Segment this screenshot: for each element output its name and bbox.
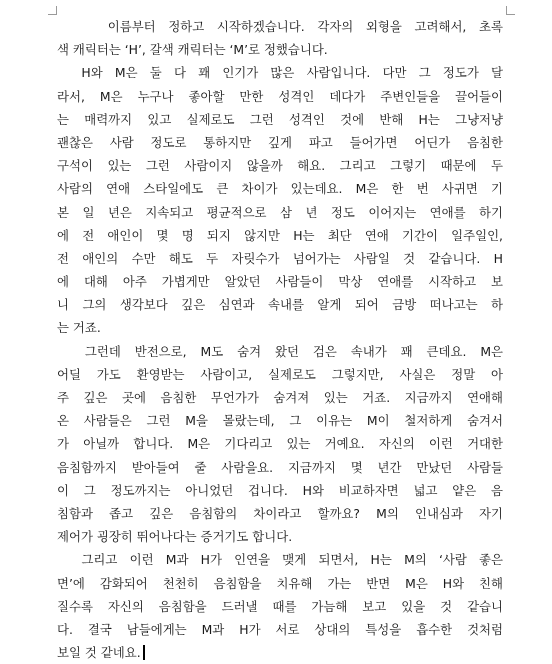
text-line: 전 애인의 수만 해도 두 자릿수가 넘어가는 사람일 것 같습니다. H [57,250,503,266]
text-line: 는 매력까지 있고 실제로도 그런 성격인 것에 반해 H는 그냥저냥 [57,111,503,127]
text-line: 그런데 반전으로, M도 숨겨 왔던 검은 속내가 꽤 큰데요. M은 [57,343,503,359]
text-line: 그리고 이런 M과 H가 인연을 맺게 되면서, H는 M의 ‘사람 좋은 [57,552,503,568]
text-line: 사람의 연애 스타일에도 큰 차이가 있는데요. M은 한 번 사귀면 기 [57,181,503,197]
text-line: 에 대해 아주 가볍게만 알았던 사람들이 막상 연애를 시작하고 보 [57,274,503,290]
text-line: 다. 결국 남들에게는 M과 H가 서로 상대의 특성을 흡수한 것처럼 [57,621,503,637]
text-line: 이름부터 정하고 시작하겠습니다. 각자의 외형을 고려해서, 초록 [57,19,503,34]
text-line: 제어가 굉장히 뛰어나다는 증거기도 합니다. [57,529,293,545]
margin-corner-mark-left [48,6,57,15]
text-line: 구석이 있는 그런 사람이지 않을까 해요. 그리고 그렇기 때문에 두 [57,158,503,174]
document-body-text[interactable] [57,15,503,664]
text-line: 질수록 자신의 음침함을 드러낼 때를 가늠해 보고 있을 것 같습니 [57,598,503,614]
text-line: 라서, M은 누구나 좋아할 만한 성격인 데다가 주변인들을 끌어들이 [57,88,503,104]
margin-corner-mark-right [506,6,515,15]
text-line: 면’에 감화되어 천천히 음침함을 치유해 가는 반면 M은 H와 친해 [57,575,503,591]
text-cursor [143,645,145,660]
text-line: 온 사람들은 그런 M을 몰랐는데, 그 이유는 M이 철저하게 숨겨서 [57,413,503,429]
text-line: 침함과 좁고 깊은 음침함의 차이라고 할까요? M의 인내심과 자기 [57,505,503,521]
text-line: 이 그 정도까지는 아니었던 겁니다. H와 비교하자면 넓고 얕은 음 [57,482,503,498]
text-line: 가 아닐까 합니다. M은 기다리고 있는 거예요. 자신의 이런 거대한 [57,436,503,452]
text-line: 본 일 년은 지속되고 평균적으로 삼 년 정도 이어지는 연애를 하기 [57,204,503,220]
text-line: 에 전 애인이 몇 명 되지 않지만 H는 최단 연애 기간이 일주일인, [57,227,503,243]
text-line: H와 M은 둘 다 꽤 인기가 많은 사람입니다. 다만 그 정도가 달 [57,65,503,81]
text-line: 어딜 가도 환영받는 사람이고, 실제로도 그렇지만, 사실은 정말 아 [57,366,503,382]
text-line: 괜찮은 사람 정도로 통하지만 깊게 파고 들어가면 어딘가 음침한 [57,134,503,150]
text-line: 는 거죠. [57,320,101,336]
text-line: 주 깊은 곳에 음침한 무언가가 숨겨져 있는 거죠. 지금까지 연애해 [57,390,503,405]
text-line: 보일 것 같네요. [57,641,503,664]
text-line: 색 캐릭터는 ‘H’, 갈색 캐릭터는 ‘M’로 정했습니다. [57,42,328,58]
text-line: 음침함까지 받아들여 줄 사람을요. 지금까지 몇 년간 만났던 사람들 [57,459,503,475]
text-line: 니 그의 생각보다 깊은 심연과 속내를 알게 되어 금방 떠나고는 하 [57,297,503,313]
